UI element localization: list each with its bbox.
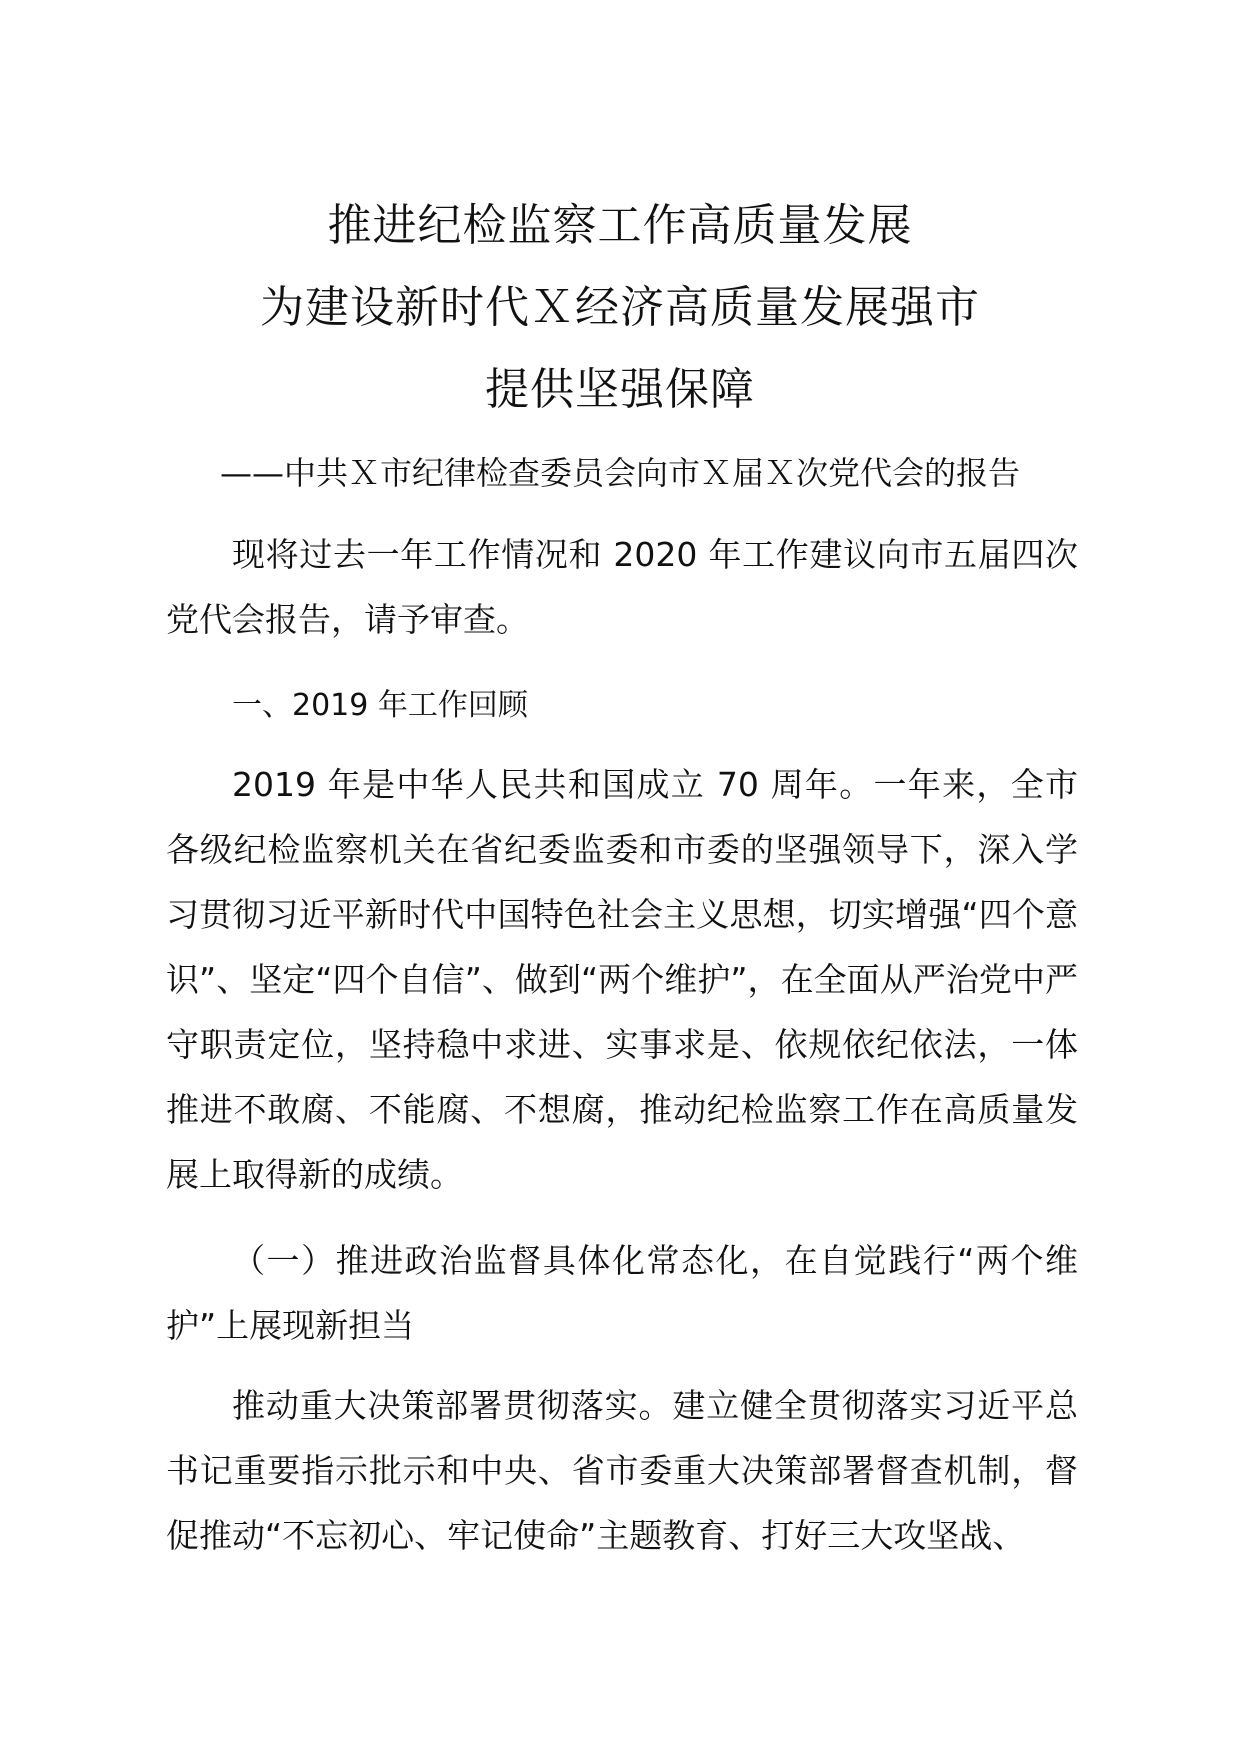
title-line-2: 为建设新时代Ｘ经济高质量发展强市 bbox=[260, 282, 980, 333]
subsection-body-paragraph: 推动重大决策部署贯彻落实。建立健全贯彻落实习近平总书记重要指示批示和中央、省市委重大决策部署督查机制，督促推动“不忘初心、牢记使命”主题教育、打好三大攻坚战、 bbox=[166, 1386, 1078, 1555]
section-heading: 一、2019 年工作回顾 bbox=[232, 688, 528, 723]
intro-paragraph: 现将过去一年工作情况和 2020 年工作建议向市五届四次党代会报告，请予审查。 bbox=[166, 535, 1078, 639]
subtitle: ——中共Ｘ市纪律检查委员会向市Ｘ届Ｘ次党代会的报告 bbox=[219, 454, 1020, 492]
title-line-3: 提供坚强保障 bbox=[485, 364, 755, 415]
title-line-1: 推进纪检监察工作高质量发展 bbox=[327, 200, 913, 251]
subsection-heading: （一）推进政治监督具体化常态化，在自觉践行“两个维护”上展现新担当 bbox=[166, 1241, 1078, 1345]
section-body-paragraph: 2019 年是中华人民共和国成立 70 周年。一年来，全市各级纪检监察机关在省纪委监委和市委的坚强领导下，深入学习贯彻习近平新时代中国特色社会主义思想，切实增强“四个意识”、坚定“四个自信”、做到“两个维护”，在全面从严治党中严守职责定位，坚持稳中求进、实事求是、依规依纪依法，一体推进不敢腐、不能腐、不想腐，推动纪检监察工作在高质量发展上取得新的成绩。 bbox=[166, 765, 1078, 1194]
